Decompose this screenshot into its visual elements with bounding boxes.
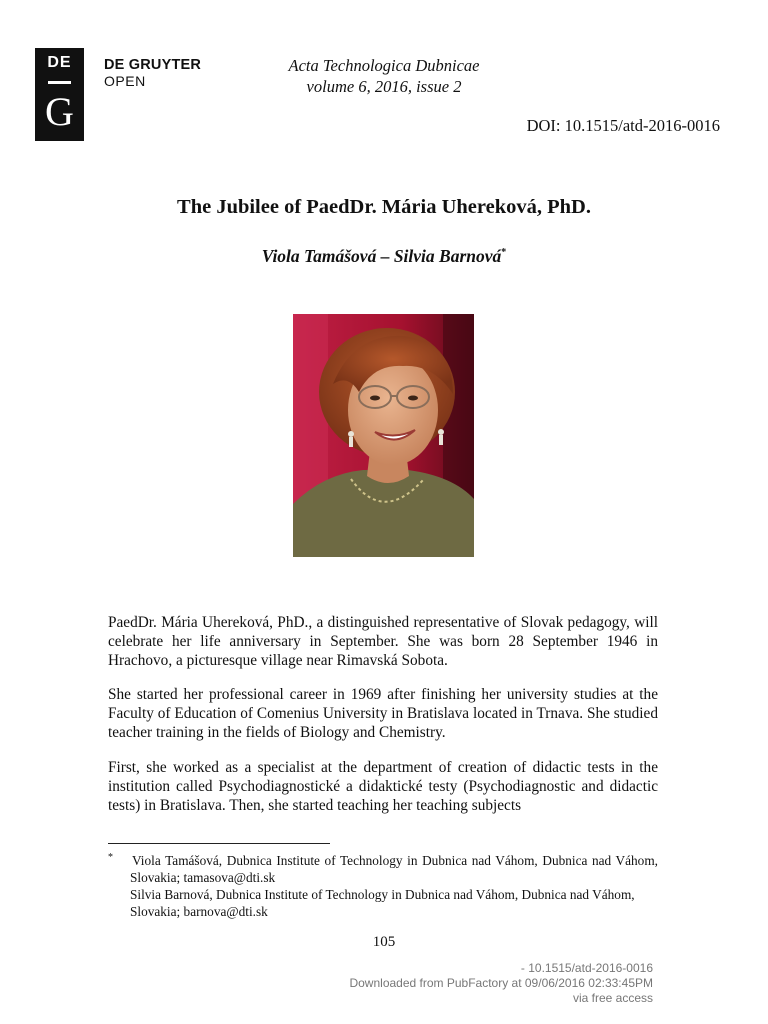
publisher-name-block — [104, 57, 201, 89]
footnote-entry-1: Viola Tamášová, Dubnica Institute of Technology in Dubnica nad Váhom, Dubnica nad Váhom, Slovakia; tamasova@dti.sk — [130, 853, 658, 885]
article-authors — [0, 246, 768, 267]
journal-name: Acta Technologica Dubnicae — [288, 56, 480, 75]
body-paragraph-3: First, she worked as a specialist at the department of creation of didactic tests in the institution called Psychodiagnostické a didaktické testy (Psychodiagnostic and didactic tests) in Bratislava. Then, she started teaching her teaching subjects — [108, 759, 658, 814]
logo-divider — [48, 81, 71, 84]
download-date: Downloaded from PubFactory at 09/06/2016 02:33:45PM — [349, 976, 653, 990]
article-title: The Jubilee of PaedDr. Mária Uhereková, PhD. — [177, 196, 591, 218]
portrait-photo — [293, 314, 474, 557]
logo-top-letters: DE — [47, 54, 72, 71]
body-paragraph-2: She started her professional career in 1969 after finishing her university studies at the Faculty of Education of Comenius University in Bratislava located in Trnava. She studied teacher training in the fields of Biology and Chemistry. — [108, 686, 658, 741]
de-gruyter-logo — [35, 48, 84, 141]
footnote-entry-2: Silvia Barnová, Dubnica Institute of Technology in Dubnica nad Váhom, Dubnica nad Váhom, Slovakia; barnova@dti.sk — [130, 887, 635, 919]
logo-bottom-letter: G — [45, 89, 74, 134]
footnote-rule — [108, 843, 330, 844]
footnote-mark: * — [108, 852, 113, 863]
download-info — [349, 961, 653, 1006]
publisher-name: DE GRUYTER — [104, 57, 202, 73]
journal-header — [250, 55, 518, 97]
page-number: 105 — [372, 934, 396, 950]
footnote — [108, 852, 658, 920]
download-access: via free access — [572, 991, 653, 1005]
publisher-sub: OPEN — [104, 73, 146, 89]
body-paragraph-1: PaedDr. Mária Uhereková, PhD., a distinguished representative of Slovak pedagogy, will celebrate her life anniversary in September. She was born 28 September 1946 in Hrachovo, a picturesque village near Rimavská Sobota. — [108, 614, 658, 669]
doi: DOI: 10.1515/atd-2016-0016 — [526, 116, 720, 135]
authors-text: Viola Tamášová – Silvia Barnová — [261, 246, 502, 266]
journal-issue: volume 6, 2016, issue 2 — [306, 77, 462, 96]
download-doi: - 10.1515/atd-2016-0016 — [520, 961, 653, 975]
author-footnote-mark: * — [501, 247, 507, 259]
